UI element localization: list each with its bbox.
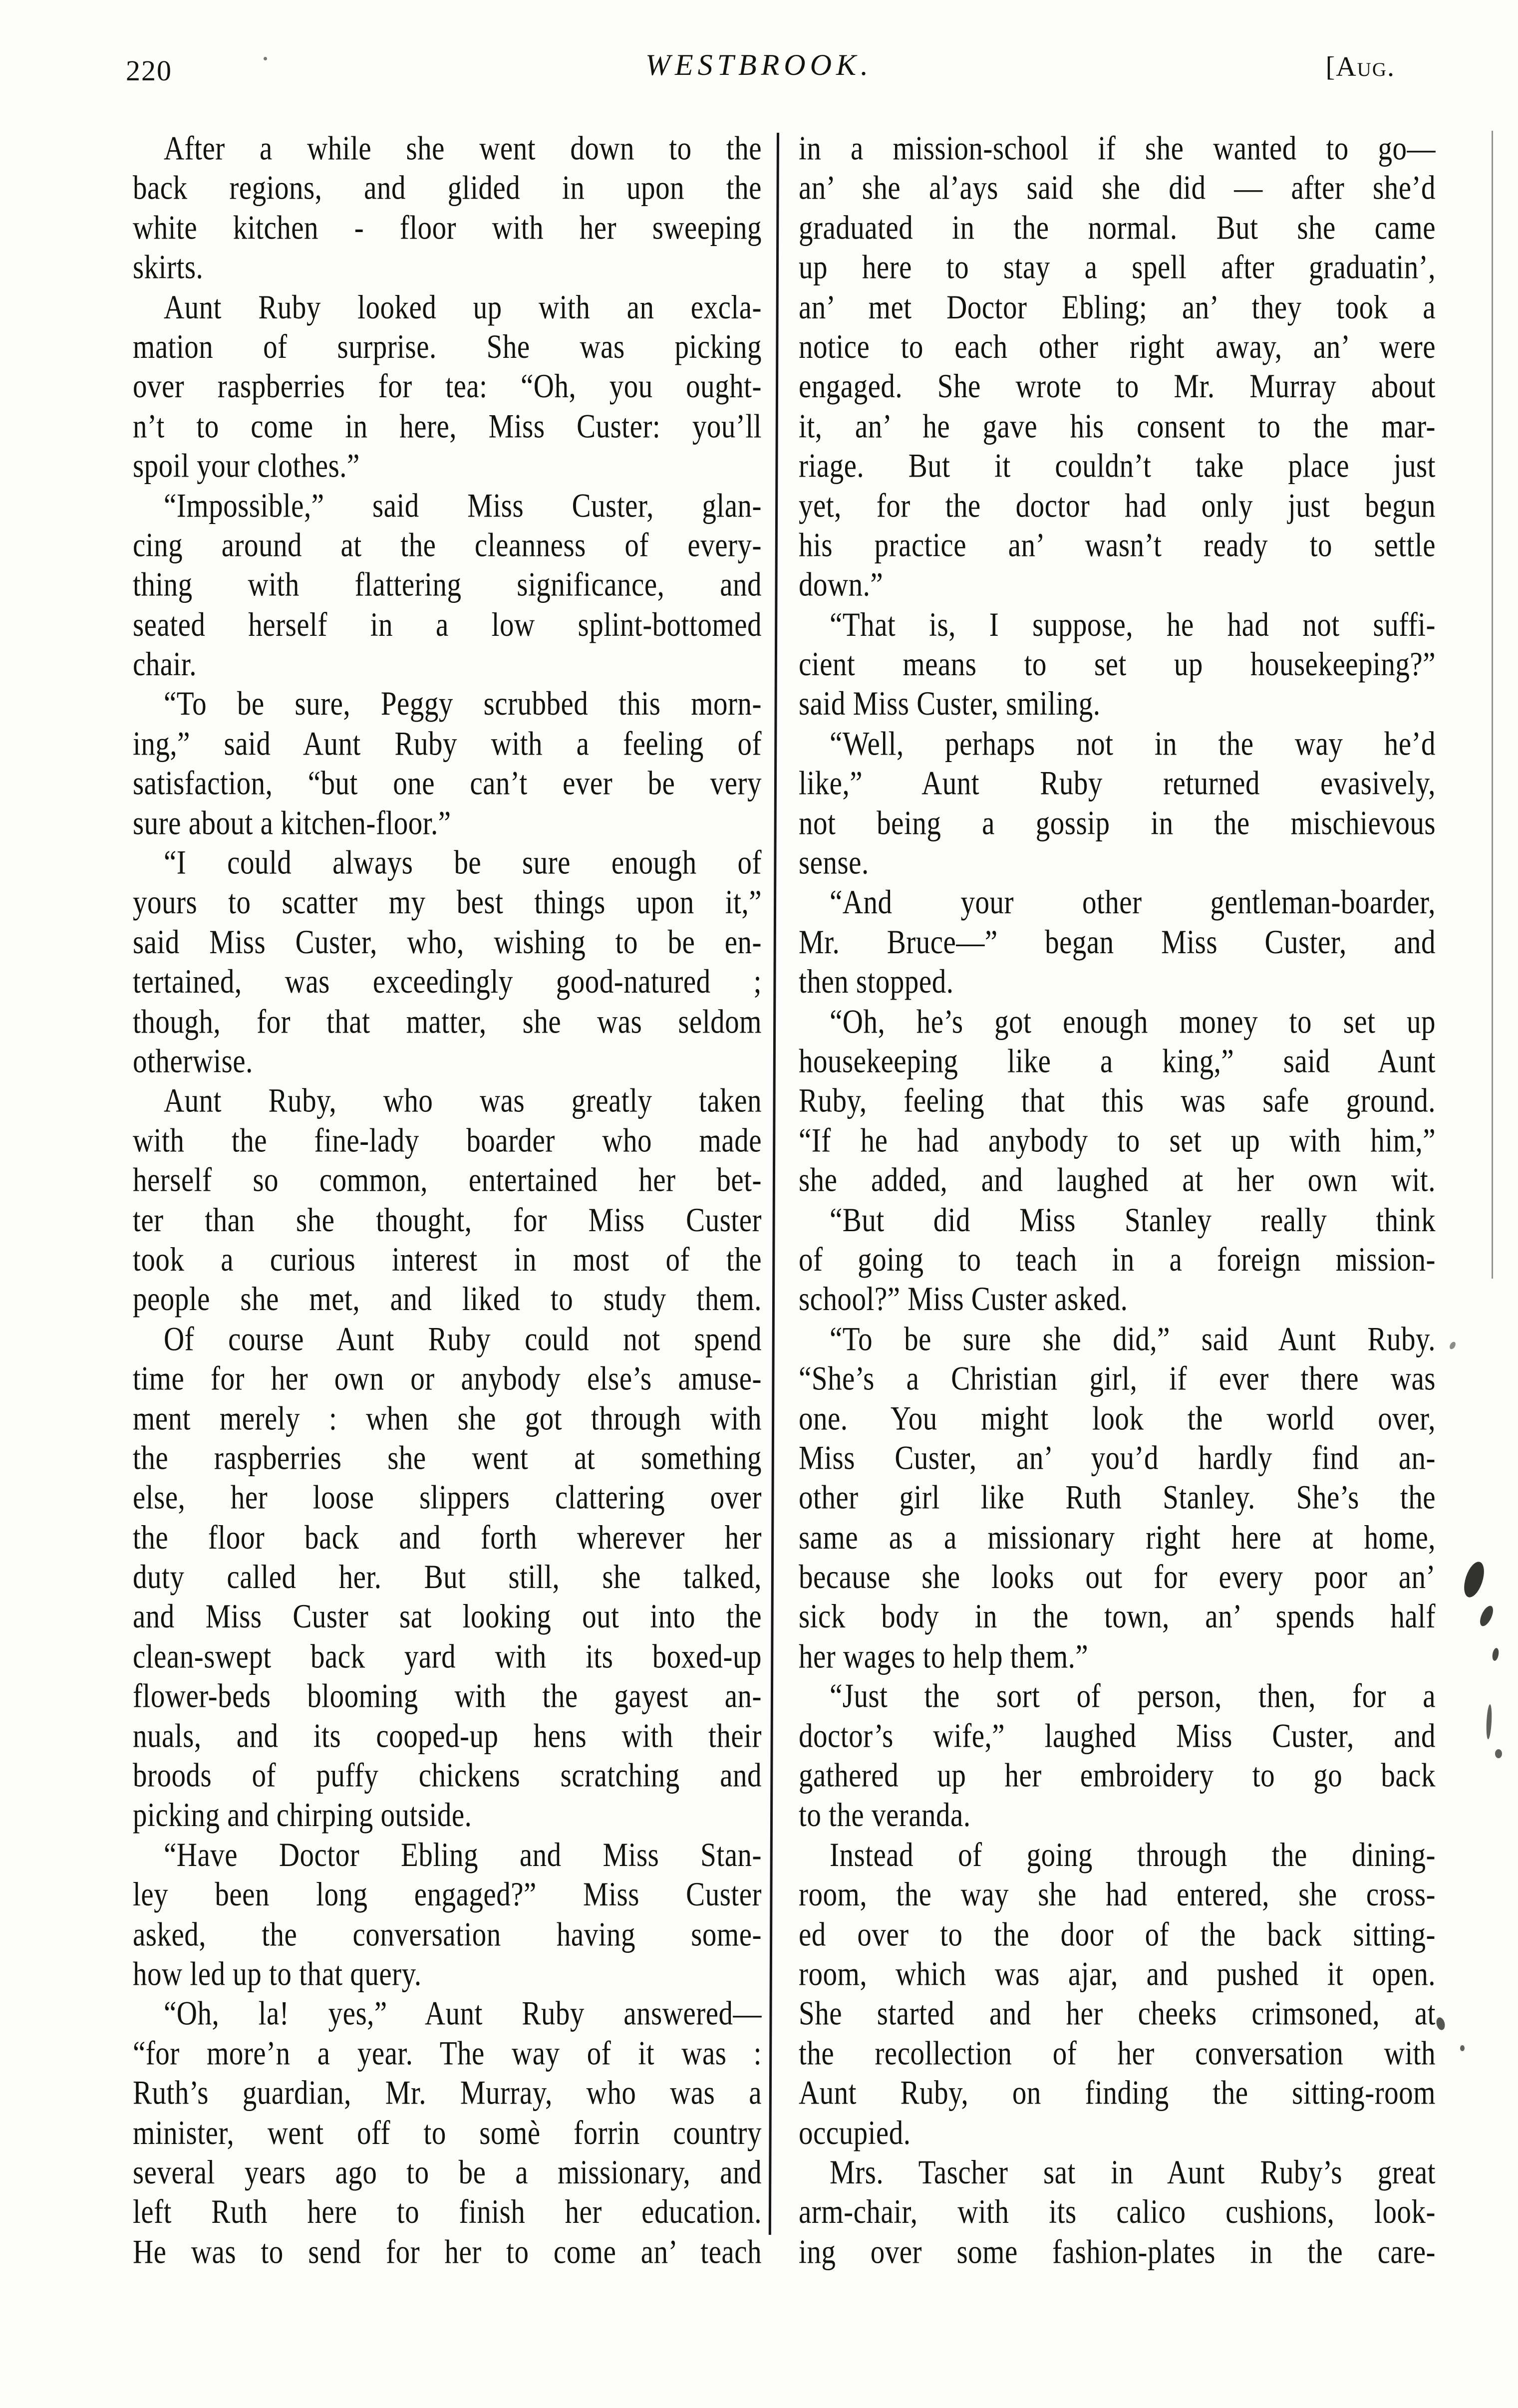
text-line: of going to teach in a foreign mission-	[799, 1241, 1436, 1279]
text-line: He was to send for her to come an’ teach	[133, 2233, 762, 2271]
ink-smudge	[1435, 2016, 1446, 2031]
text-line: “To be sure, Peggy scrubbed this morn-	[164, 685, 762, 723]
text-line: “Just the sort of person, then, for a	[830, 1677, 1436, 1715]
text-line: chair.	[133, 646, 197, 683]
text-line: “Have Doctor Ebling and Miss Stan-	[164, 1836, 762, 1874]
text-line: else, her loose slippers clattering over	[133, 1479, 762, 1517]
text-line: satisfaction, “but one can’t ever be very	[133, 765, 762, 803]
text-line: Instead of going through the dining-	[830, 1836, 1436, 1874]
text-line: minister, went off to somè forrin country	[133, 2114, 762, 2151]
text-line: white kitchen - floor with her sweeping	[133, 209, 762, 247]
text-line: several years ago to be a missionary, and	[133, 2153, 762, 2191]
text-line: school?” Miss Custer asked.	[799, 1281, 1128, 1318]
text-line: asked, the conversation having some-	[133, 1915, 762, 1953]
text-line: her wages to help them.”	[799, 1638, 1089, 1675]
text-line: flower-beds blooming with the gayest an-	[133, 1677, 762, 1715]
text-line: engaged. She wrote to Mr. Murray about	[799, 368, 1436, 405]
text-line: and Miss Custer sat looking out into the	[133, 1598, 762, 1635]
text-line: room, the way she had entered, she cross-	[799, 1876, 1436, 1913]
text-line: up here to stay a spell after graduatin’,	[799, 249, 1436, 286]
text-line: “for more’n a year. The way of it was :	[133, 2035, 762, 2072]
text-line: one. You might look the world over,	[799, 1400, 1436, 1437]
text-line: spoil your clothes.”	[133, 447, 360, 485]
column-divider-rule	[769, 133, 779, 2235]
text-line: tertained, was exceedingly good-natured ;	[133, 963, 762, 1001]
ink-smudge	[1486, 1704, 1493, 1739]
text-line: in a mission-school if she wanted to go—	[799, 130, 1436, 167]
text-line: other girl like Ruth Stanley. She’s the	[799, 1479, 1436, 1517]
text-line: “And your other gentleman-boarder,	[830, 884, 1436, 921]
text-line: “I could always be sure enough of	[164, 844, 762, 882]
text-line: Mr. Bruce—” began Miss Custer, and	[799, 923, 1436, 961]
ink-smudge	[264, 57, 267, 60]
text-line: She started and her cheeks crimsoned, at	[799, 1995, 1436, 2033]
text-line: Mrs. Tascher sat in Aunt Ruby’s great	[830, 2153, 1436, 2191]
text-line: down.”	[799, 566, 884, 604]
running-title: WESTBROOK.	[645, 48, 873, 81]
text-line: then stopped.	[799, 963, 954, 1001]
text-line: sense.	[799, 844, 869, 882]
text-line: cient means to set up housekeeping?”	[799, 646, 1436, 683]
text-line: an’ she al’ays said she did — after she’d	[799, 169, 1436, 207]
text-line: ley been long engaged?” Miss Custer	[133, 1876, 762, 1913]
text-line: sick body in the town, an’ spends half	[799, 1598, 1436, 1635]
text-line: duty called her. But still, she talked,	[133, 1559, 762, 1596]
text-line: arm-chair, with its calico cushions, look-	[799, 2193, 1436, 2231]
text-line: yours to scatter my best things upon it,”	[133, 884, 762, 921]
text-line: Aunt Ruby looked up with an excla-	[164, 288, 762, 326]
page-edge-scan-line	[1492, 131, 1493, 1279]
text-line: people she met, and liked to study them.	[133, 1281, 762, 1318]
text-line: an’ met Doctor Ebling; an’ they took a	[799, 288, 1436, 326]
text-line: with the fine-lady boarder who made	[133, 1122, 762, 1159]
text-line: not being a gossip in the mischievous	[799, 804, 1436, 842]
text-line: left Ruth here to finish her education.	[133, 2193, 762, 2231]
issue-date-label: [Aug.	[1325, 51, 1395, 82]
ink-smudge	[1495, 1749, 1502, 1758]
text-line: sure about a kitchen-floor.”	[133, 804, 451, 842]
text-line: Ruth’s guardian, Mr. Murray, who was a	[133, 2074, 762, 2112]
text-line: yet, for the doctor had only just begun	[799, 487, 1436, 525]
text-line: time for her own or anybody else’s amuse-	[133, 1360, 762, 1397]
text-line: housekeeping like a king,” said Aunt	[799, 1043, 1436, 1080]
text-line: otherwise.	[133, 1043, 253, 1080]
text-line: n’t to come in here, Miss Custer: you’ll	[133, 408, 762, 445]
text-line: “Well, perhaps not in the way he’d	[830, 725, 1436, 763]
ink-smudge	[1449, 1341, 1457, 1350]
text-line: herself so common, entertained her bet-	[133, 1161, 762, 1199]
text-line: “Oh, la! yes,” Aunt Ruby answered—	[164, 1995, 762, 2033]
text-line: doctor’s wife,” laughed Miss Custer, and	[799, 1717, 1436, 1755]
text-line: Of course Aunt Ruby could not spend	[164, 1320, 762, 1358]
text-line: though, for that matter, she was seldom	[133, 1003, 762, 1041]
text-line: because she looks out for every poor an’	[799, 1559, 1436, 1596]
text-line: seated herself in a low splint-bottomed	[133, 606, 762, 643]
text-line: his practice an’ wasn’t ready to settle	[799, 527, 1436, 564]
text-line: riage. But it couldn’t take place just	[799, 447, 1436, 485]
text-line: back regions, and glided in upon the	[133, 169, 762, 207]
text-line: “That is, I suppose, he had not suffi-	[830, 606, 1436, 643]
right-text-column	[799, 129, 1436, 2272]
text-line: skirts.	[133, 249, 204, 286]
text-line: broods of puffy chickens scratching and	[133, 1757, 762, 1795]
text-line: “But did Miss Stanley really think	[830, 1201, 1436, 1239]
text-line: mation of surprise. She was picking	[133, 328, 762, 366]
text-line: Miss Custer, an’ you’d hardly find an-	[799, 1439, 1436, 1477]
text-line: “To be sure she did,” said Aunt Ruby.	[830, 1320, 1436, 1358]
text-line: ment merely : when she got through with	[133, 1400, 762, 1437]
ink-smudge	[1460, 2045, 1465, 2051]
text-line: ing,” said Aunt Ruby with a feeling of	[133, 725, 762, 763]
text-line: occupied.	[799, 2114, 911, 2151]
text-line: she added, and laughed at her own wit.	[799, 1161, 1436, 1199]
ink-smudge	[1492, 1647, 1500, 1661]
text-line: the floor back and forth wherever her	[133, 1519, 762, 1556]
ink-smudge	[1460, 1560, 1488, 1600]
text-line: like,” Aunt Ruby returned evasively,	[799, 765, 1436, 803]
text-line: notice to each other right away, an’ were	[799, 328, 1436, 366]
text-line: took a curious interest in most of the	[133, 1241, 762, 1279]
text-line: gathered up her embroidery to go back	[799, 1757, 1436, 1795]
text-line: said Miss Custer, smiling.	[799, 685, 1101, 723]
text-line: cing around at the cleanness of every-	[133, 527, 762, 564]
text-line: ing over some fashion-plates in the care-	[799, 2233, 1436, 2271]
left-text-column	[133, 129, 762, 2272]
text-line: same as a missionary right here at home,	[799, 1519, 1436, 1556]
page-number: 220	[126, 54, 172, 87]
text-line: room, which was ajar, and pushed it open.	[799, 1955, 1436, 1993]
text-line: it, an’ he gave his consent to the mar-	[799, 408, 1436, 445]
text-line: ter than she thought, for Miss Custer	[133, 1201, 762, 1239]
text-line: nuals, and its cooped-up hens with their	[133, 1717, 762, 1755]
text-line: the recollection of her conversation with	[799, 2035, 1436, 2072]
text-line: Ruby, feeling that this was safe ground.	[799, 1082, 1436, 1120]
text-line: thing with flattering significance, and	[133, 566, 762, 604]
text-line: ed over to the door of the back sitting-	[799, 1915, 1436, 1953]
text-line: picking and chirping outside.	[133, 1797, 472, 1834]
text-line: Aunt Ruby, on finding the sitting-room	[799, 2074, 1436, 2112]
text-line: Aunt Ruby, who was greatly taken	[164, 1082, 762, 1120]
ink-smudge	[1478, 1604, 1496, 1628]
text-line: “Impossible,” said Miss Custer, glan-	[164, 487, 762, 525]
text-line: “If he had anybody to set up with him,”	[799, 1122, 1436, 1159]
text-line: how led up to that query.	[133, 1955, 422, 1993]
text-line: over raspberries for tea: “Oh, you ought-	[133, 368, 762, 405]
text-line: clean-swept back yard with its boxed-up	[133, 1638, 762, 1675]
text-line: After a while she went down to the	[164, 130, 762, 167]
text-line: said Miss Custer, who, wishing to be en-	[133, 923, 762, 961]
text-line: “She’s a Christian girl, if ever there was	[799, 1360, 1436, 1397]
text-line: the raspberries she went at something	[133, 1439, 762, 1477]
text-line: “Oh, he’s got enough money to set up	[830, 1003, 1436, 1041]
text-line: graduated in the normal. But she came	[799, 209, 1436, 247]
text-line: to the veranda.	[799, 1797, 971, 1834]
